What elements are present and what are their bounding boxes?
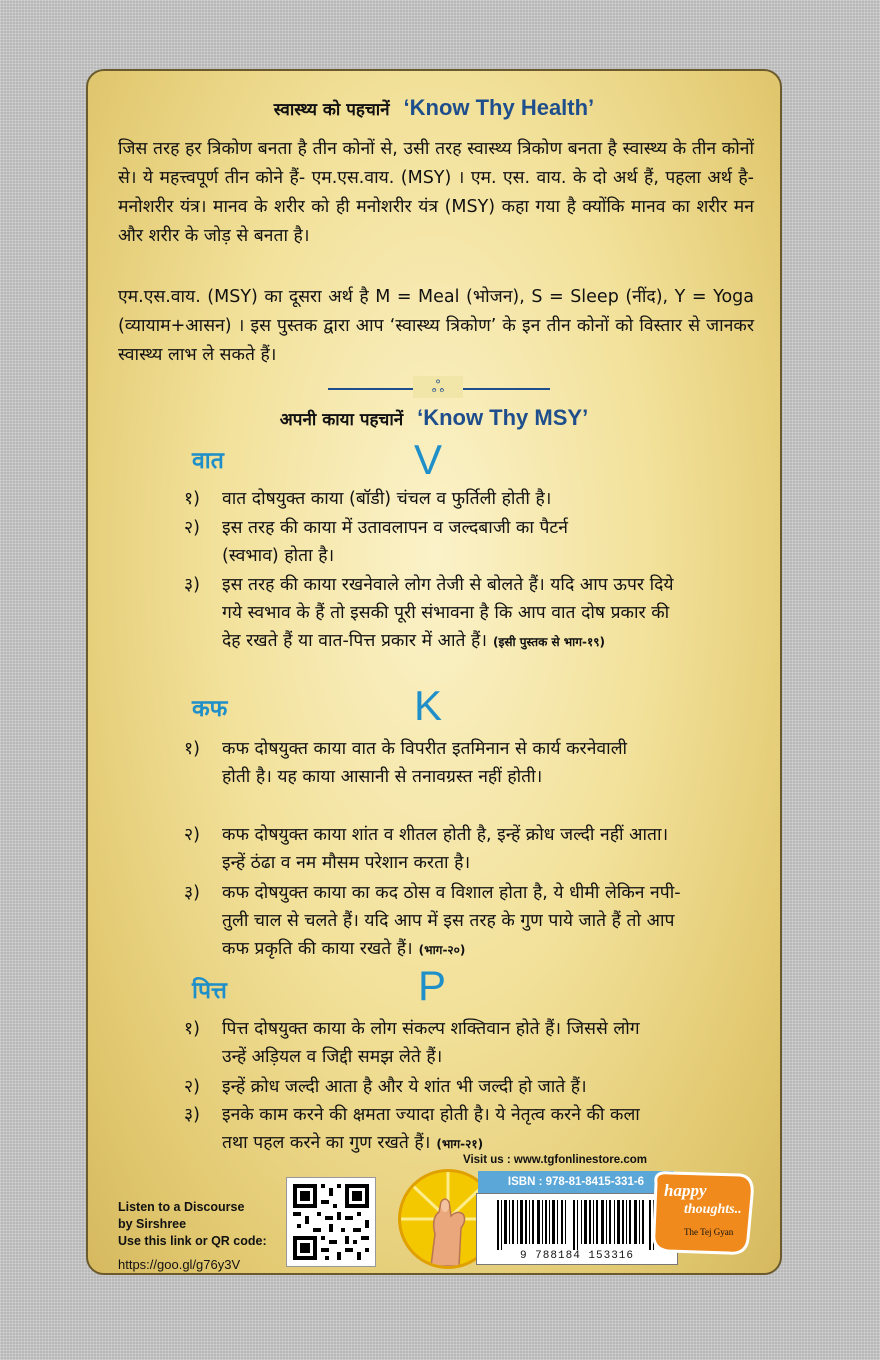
list-item: ३) कफ दोषयुक्त काया का कद ठोस व विशाल होता है, ये धीमी लेकिन नपी-तुली चाल से चलते हैं। यदि आप में इस तरह के गुण पाये जाते हैं तो आप कफ प्रकृति की काया रखते हैं। (भाग-२०) — [184, 883, 681, 959]
section-letter-p: P — [418, 962, 447, 1009]
list-item: २) इन्हें क्रोध जल्दी आता है और ये शांत भी जल्दी हो जाते हैं। — [184, 1077, 587, 1097]
section-title-pitta: पित्त — [192, 978, 227, 1004]
list-item: ३) इनके काम करने की क्षमता ज्यादा होती है। ये नेतृत्व करने की कला तथा पहल करने का गुण रखते हैं। (भाग-२१) — [184, 1105, 640, 1153]
intro-heading-hindi: स्वास्थ्य को पहचानें — [273, 100, 390, 120]
list-item: २) कफ दोषयुक्त काया शांत व शीतल होती है, इन्हें क्रोध जल्दी नहीं आता। इन्हें ठंढा व नम मौसम परेशान करता है। — [184, 825, 669, 873]
intro-paragraph-1: जिस तरह हर त्रिकोण बनता है तीन कोनों से, उसी तरह स्वास्थ्य त्रिकोण बनता है स्वास्थ्य के तीन कोनों से। ये महत्त्वपूर्ण तीन कोने हैं- एम.एस.वाय. (MSY) । एम. एस. वाय. के दो अर्थ हैं, पहला अर्थ है- मनोशरीर यंत्र। मानव के शरीर को ही मनोशरीर यंत्र (MSY) कहा गया है क्योंकि मानव का शरीर मन और शरीर के जोड़ से बनता है। — [118, 139, 754, 246]
discourse-link[interactable]: https://goo.gl/g76y3V — [118, 1257, 241, 1272]
section-title-vata: वात — [192, 448, 224, 474]
reference-note: (इसी पुस्तक से भाग-१९) — [492, 635, 605, 649]
logo-text-happy: happy — [664, 1181, 707, 1200]
list-item: १) कफ दोषयुक्त काया वात के विपरीत इतमिनान से कार्य करनेवाली होती है। यह काया आसानी से तनावग्रस्त नहीं होती। — [184, 739, 628, 787]
logo-text-thoughts: thoughts.. — [684, 1202, 742, 1217]
qr-code-icon[interactable] — [286, 1177, 376, 1267]
intro-heading-english: ‘Know Thy Health’ — [403, 95, 595, 120]
msy-heading-hindi: अपनी काया पहचानें — [279, 410, 404, 430]
logo-text-publisher: The Tej Gyan — [684, 1227, 734, 1237]
msy-heading-english: ‘Know Thy MSY’ — [417, 405, 589, 430]
back-cover-panel — [86, 69, 782, 1275]
ornament-icon: ஃ — [413, 376, 463, 398]
list-item: १) वात दोषयुक्त काया (बॉडी) चंचल व फुर्तिली होती है। — [184, 489, 552, 509]
section-letter-v: V — [414, 436, 443, 483]
section-title-kapha: कफ — [192, 696, 228, 722]
section-letter-k: K — [414, 682, 443, 729]
isbn-label: ISBN : 978-81-8415-331-6 — [478, 1171, 674, 1193]
website-link[interactable]: Visit us : www.tgfonlinestore.com — [463, 1154, 648, 1166]
list-item: १) पित्त दोषयुक्त काया के लोग संकल्प शक्तिवान होते हैं। जिससे लोग उन्हें अड़ियल व जिद्दी समझ लेते हैं। — [184, 1019, 640, 1067]
list-item: २) इस तरह की काया में उतावलापन व जल्दबाजी का पैटर्न (स्वभाव) होता है। — [184, 518, 568, 566]
intro-heading — [88, 95, 780, 121]
msy-heading — [88, 405, 780, 431]
intro-paragraph-2: एम.एस.वाय. (MSY) का दूसरा अर्थ है M = Meal (भोजन), S = Sleep (नींद), Y = Yoga (व्यायाम+आसन) । इस पुस्तक द्वारा आप ‘स्वास्थ्य त्रिकोण’ के इन तीन कोनों को विस्तार से जानकर स्वास्थ्य लाभ ले सकते हैं। — [118, 287, 754, 365]
list-item: ३) इस तरह की काया रखनेवाले लोग तेजी से बोलते हैं। यदि आप ऊपर दिये गये स्वभाव के हैं तो इसकी पूरी संभावना है कि आप वात दोष प्रकार की देह रखते हैं या वात-पित्त प्रकार में आते हैं। (इसी पुस्तक से भाग-१९) — [184, 575, 674, 651]
reference-note: (भाग-२१) — [436, 1137, 484, 1151]
barcode-number: 9 788184 153316 — [519, 1250, 635, 1262]
reference-note: (भाग-२०) — [418, 943, 466, 957]
discourse-note: Listen to a Discourse by Sirshree Use this link or QR code: https://goo.gl/g76y3V — [118, 1200, 267, 1272]
